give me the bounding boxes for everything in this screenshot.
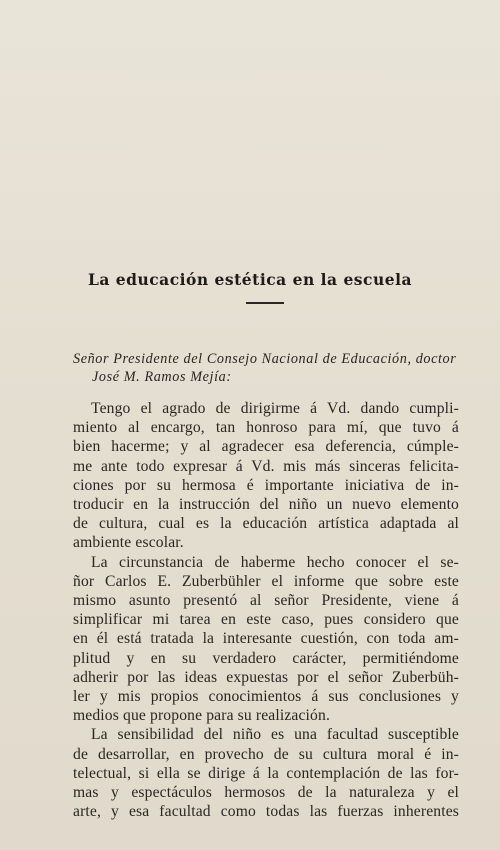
body-line: arte, y esa facultad como todas las fuerzas inherentes: [73, 803, 459, 821]
body-line: bien hacerme; y al agradecer esa deferencia, cúmple-: [73, 438, 459, 456]
body-line: de desarrollar, en provecho de su cultura moral é in-: [73, 745, 459, 763]
body-line: mas y espectáculos hermosos de la naturaleza y el: [73, 784, 459, 802]
body-line: en él está tratada la interesante cuestión, con toda am-: [73, 630, 459, 648]
body-line: simplificar mi tarea en este caso, pues considero que: [73, 611, 459, 629]
body-line: plitud y en su verdadero carácter, permitiéndome: [73, 649, 459, 667]
salutation-line-2: José M. Ramos Mejía:: [92, 369, 232, 385]
body-line: ambiente escolar.: [73, 534, 184, 552]
body-line: medios que propone para su realización.: [73, 707, 330, 725]
title-divider: [246, 302, 284, 304]
body-line: adherir por las ideas expuestas por el señor Zuberbüh-: [73, 668, 459, 686]
body-text: [73, 399, 459, 821]
body-line: troducir en la instrucción del niño un nuevo elemento: [73, 496, 459, 514]
body-line: ñor Carlos E. Zuberbühler el informe que sobre este: [73, 572, 459, 590]
body-line: ciones por su hermosa é importante iniciativa de in-: [73, 476, 459, 494]
body-line: La sensibilidad del niño es una facultad susceptible: [91, 726, 459, 744]
salutation: [73, 350, 463, 386]
body-line: miento al encargo, tan honroso para mí, que tuvo á: [73, 419, 459, 437]
body-line: me ante todo expresar á Vd. mis más sinceras felicita-: [73, 457, 459, 475]
salutation-line-1: Señor Presidente del Consejo Nacional de Educación, doctor: [73, 351, 457, 367]
body-line: La circunstancia de haberme hecho conocer el se-: [91, 553, 459, 571]
body-line: mismo asunto presentó al señor Presidente, viene á: [73, 592, 459, 610]
body-line: Tengo el agrado de dirigirme á Vd. dando cumpli-: [91, 400, 459, 417]
body-line: ler y mis propios conocimientos á sus conclusiones y: [73, 688, 459, 706]
body-line: de cultura, cual es la educación artística adaptada al: [73, 515, 459, 533]
document-title: La educación estética en la escuela: [87, 270, 413, 289]
body-line: telectual, si ella se dirige á la contemplación de las for-: [73, 764, 459, 782]
